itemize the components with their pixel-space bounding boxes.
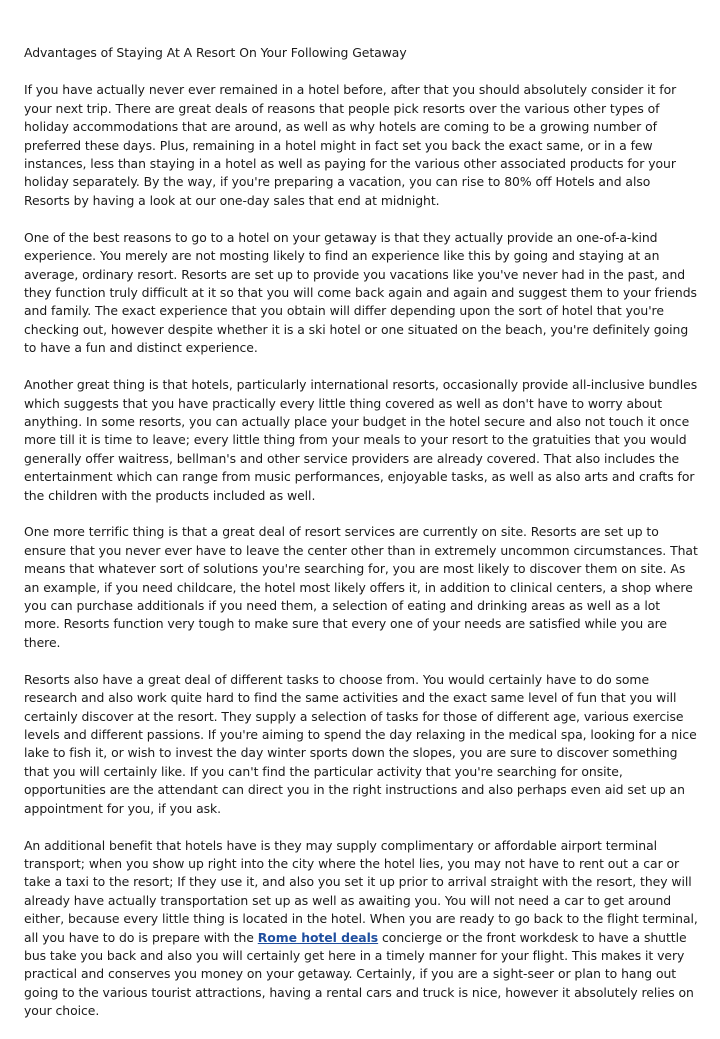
paragraph-4: One more terrific thing is that a great deal of resort services are currently on site. Resorts are set up to ensure that you never ever have to leave the center other than in extremely uncommon circumstances. That means that whatever sort of solutions you're searching for, you are most likely to discover them on site. As an example, if you need childcare, the hotel most likely offers it, in addition to clinical centers, a shop where you can purchase additionals if you need them, a selection of eating and drinking areas as well as a lot more. Resorts function very tough to make sure that every one of your needs are satisfied while you are there. xyxy=(24,524,698,650)
rome-hotel-deals-link[interactable]: Rome hotel deals xyxy=(257,929,379,945)
document-title: Advantages of Staying At A Resort On Your Following Getaway xyxy=(24,45,407,60)
paragraph-1: If you have actually never ever remained in a hotel before, after that you should absolutely consider it for your next trip. There are great deals of reasons that people pick resorts over the various other types of holiday accommodations that are around, as well as why hotels are coming to be a growing number of preferred these days. Plus, remaining in a hotel might in fact set you back the exact same, or in a few instances, less than staying in a hotel as well as paying for the various other associated products for your holiday separately. By the way, if you're preparing a vacation, you can rise to 80% off Hotels and also Resorts by having a look at our one-day sales that end at midnight. xyxy=(24,82,677,208)
paragraph-5: Resorts also have a great deal of different tasks to choose from. You would certainly have to do some research and also work quite hard to find the same activities and the exact same level of fun that you will certainly discover at the resort. They supply a selection of tasks for those of different age, various exercise levels and different passions. If you're aiming to spend the day relaxing in the medical spa, looking for a nice lake to fish it, or wish to invest the day winter sports down the slopes, you are sure to discover something that you will certainly like. If you can't find the particular activity that you're searching for onsite, opportunities are the attendant can direct you in the right instructions and also perhaps even aid set up an appointment for you, if you ask. xyxy=(24,671,697,816)
paragraph-6 xyxy=(24,837,698,1021)
paragraph-2: One of the best reasons to go to a hotel on your getaway is that they actually provide an one-of-a-kind experience. You merely are not mosting likely to find an experience like this by going and staying at an average, ordinary resort. Resorts are set up to provide you vacations like you've never had in the past, and they function truly difficult at it so that you will come back again and again and suggest them to your friends and family. The exact experience that you obtain will differ depending upon the sort of hotel that you're checking out, however despite whether it is a ski hotel or one situated on the beach, you're definitely going to have a fun and distinct experience. xyxy=(24,229,697,356)
document-page xyxy=(24,44,698,1039)
paragraph-6-text-after-link: concierge or the front workdesk to have a shuttle bus take you back and also you will certainly get here in a timely manner for your flight. This makes it very practical and conserves you money on your getaway. Certainly, if you are a sight-seer or plan to hang out going to the various tourist attractions, having a rental cars and truck is nice, however it absolutely relies on your choice. xyxy=(24,929,694,1019)
paragraph-6-text-before-link: An additional benefit that hotels have is they may supply complimentary or affordable airport terminal transport; when you show up right into the city where the hotel lies, you may not have to rent out a car or take a taxi to the resort; If they use it, and also you set it up prior to arrival straight with the resort, they will already have actually transportation set up as well as awaiting you. You will not need a car to get around either, because every little thing is located in the hotel. When you are ready to go back to the flight terminal, all you have to do is prepare with the xyxy=(24,837,698,945)
paragraph-3: Another great thing is that hotels, particularly international resorts, occasionally provide all-inclusive bundles which suggests that you have practically every little thing covered as well as don't have to worry about anything. In some resorts, you can actually place your budget in the hotel secure and also not touch it once more till it is time to leave; every little thing from your meals to your resort to the gratuities that you would generally offer waitress, bellman's and other service providers are already covered. That also includes the entertainment which can range from music performances, enjoyable tasks, as well as also arts and crafts for the children with the products included as well. xyxy=(24,377,698,503)
